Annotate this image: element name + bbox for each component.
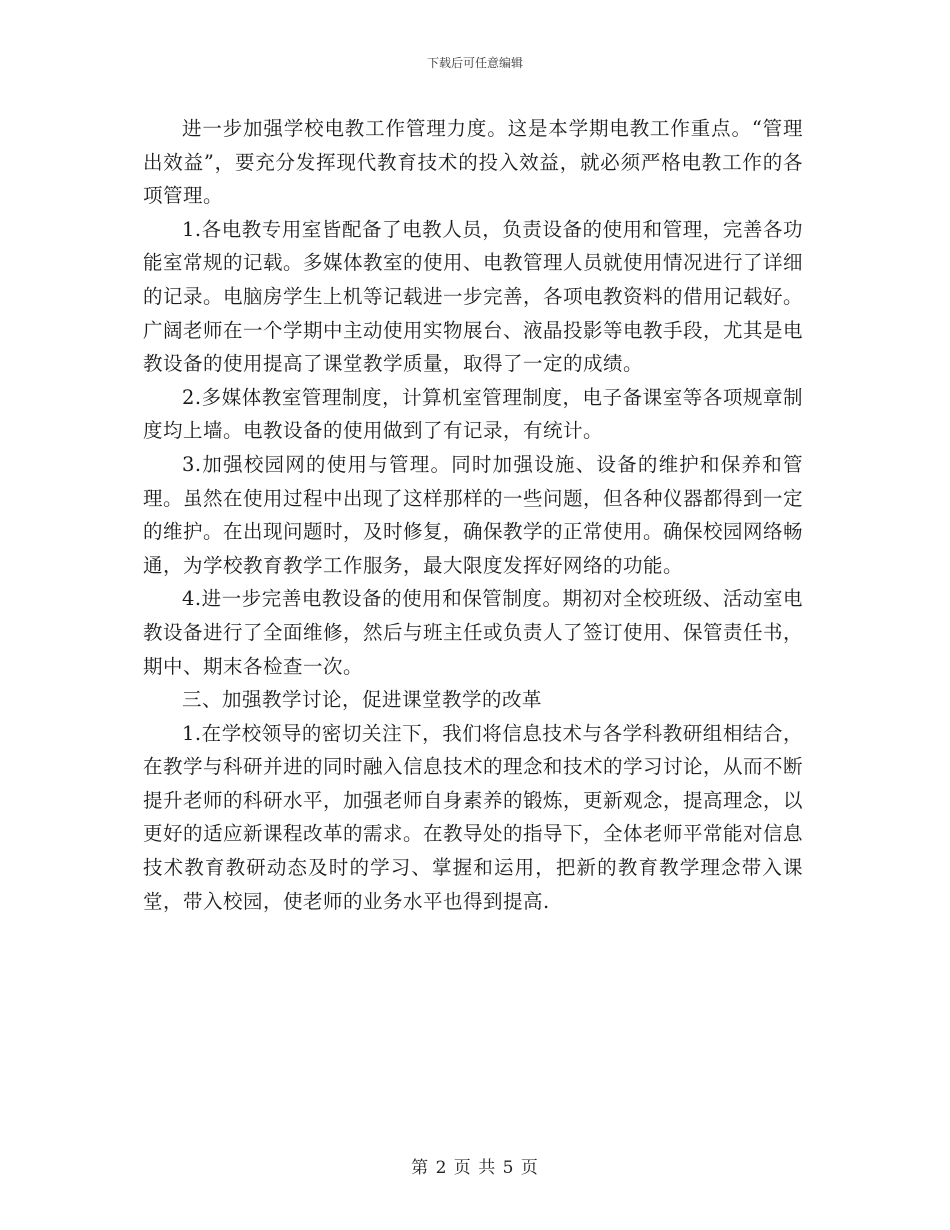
- paragraph-item-3: 3.加强校园网的使用与管理。同时加强设施、设备的维护和保养和管理。虽然在使用过程中出现了这样那样的一些问题，但各种仪器都得到一定的维护。在出现问题时，及时修复，确保教学的正常使用。确保校园网络畅通，为学校教育教学工作服务，最大限度发挥好网络的功能。: [143, 452, 804, 577]
- paragraph-intro: 进一步加强学校电教工作管理力度。这是本学期电教工作重点。“管理出效益”，要充分发挥现代教育技术的投入效益，就必须严格电教工作的各项管理。: [143, 117, 803, 208]
- section-heading: 三、加强教学讨论，促进课堂教学的改革: [182, 688, 543, 712]
- document-body: [143, 112, 803, 918]
- page-header: 下载后可任意编辑: [426, 56, 523, 70]
- paragraph-item-1: 1.各电教专用室皆配备了电教人员，负责设备的使用和管理，完善各功能室常规的记载。多媒体教室的使用、电教管理人员就使用情况进行了详细的记录。电脑房学生上机等记载进一步完善，各项电教资料的借用记载好。广阔老师在一个学期中主动使用实物展台、液晶投影等电教手段，尤其是电教设备的使用提高了课堂教学质量，取得了一定的成绩。: [143, 217, 804, 376]
- page-footer: 第 2 页 共 5 页: [411, 1158, 539, 1178]
- paragraph-item-2: 2.多媒体教室管理制度，计算机室管理制度，电子备课室等各项规章制度均上墙。电教设备的使用做到了有记录，有统计。: [143, 385, 803, 443]
- paragraph-section-item-1: 1.在学校领导的密切关注下，我们将信息技术与各学科教研组相结合，在教学与科研并进的同时融入信息技术的理念和技术的学习讨论，从而不断提升老师的科研水平，加强老师自身素养的锻炼，更新观念，提高理念，以更好的适应新课程改革的需求。在教导处的指导下，全体老师平常能对信息技术教育教研动态及时的学习、掌握和运用，把新的教育教学理念带入课堂，带入校园，使老师的业务水平也得到提高.: [143, 721, 804, 913]
- paragraph-item-4: 4.进一步完善电教设备的使用和保管制度。期初对全校班级、活动室电教设备进行了全面维修，然后与班主任或负责人了签订使用、保管责任书，期中、期末各检查一次。: [143, 587, 804, 678]
